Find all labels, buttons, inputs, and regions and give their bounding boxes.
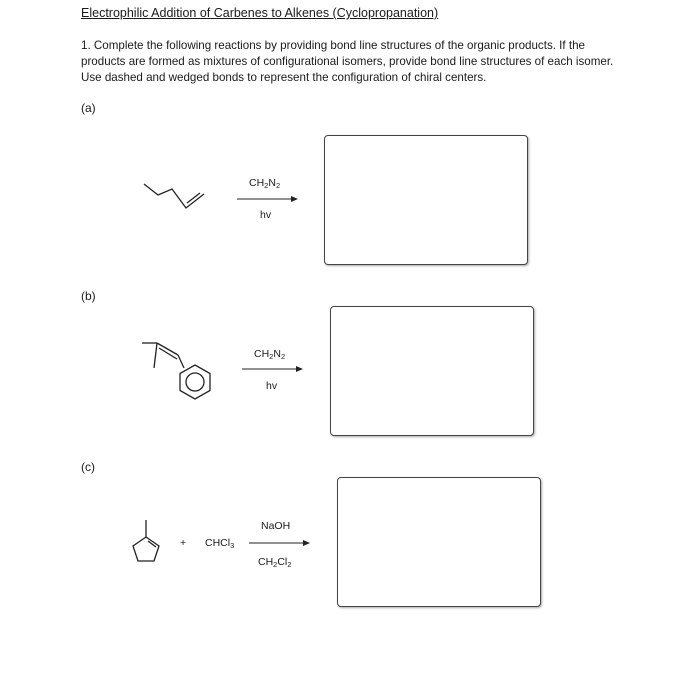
- question-text: 1. Complete the following reactions by providing bond line structures of the organic products. If the products are formed as mixtures of configurational isomers, provide bond line structures of each isomer. Use dashed and wedged bonds to represent the configuration of chiral centers.: [81, 39, 614, 84]
- part-c-label: (c): [81, 460, 95, 474]
- reactant-b-styrene-derivative: [138, 338, 218, 402]
- answer-box-c[interactable]: [337, 477, 541, 607]
- reaction-arrow-a: [237, 194, 299, 204]
- reagent-b-below: hv: [266, 380, 278, 392]
- reagent-c-above: NaOH: [261, 520, 291, 532]
- answer-box-b[interactable]: [330, 306, 534, 436]
- reactant-c-1-methylcyclopentene: [130, 518, 162, 564]
- reagent-c-below: $CH_2Cl_2$: [258, 556, 292, 569]
- answer-box-a[interactable]: [324, 135, 528, 265]
- reagent-a-above: $CH_2N_2$: [249, 177, 281, 190]
- reagent-a-below: hv: [260, 209, 272, 221]
- reaction-arrow-b: [242, 364, 304, 374]
- plus-sign: +: [180, 537, 187, 549]
- part-b-label: (b): [81, 289, 96, 303]
- reactant-a-cis-2-pentene: [140, 178, 210, 218]
- page-title: Electrophilic Addition of Carbenes to Alkenes (Cyclopropanation): [81, 6, 439, 20]
- coreactant-chcl3: CHCl$_3$: [205, 537, 235, 550]
- reaction-arrow-c: [249, 538, 311, 548]
- reagent-b-above: $CH_2N_2$: [254, 348, 286, 361]
- part-a-label: (a): [81, 101, 96, 115]
